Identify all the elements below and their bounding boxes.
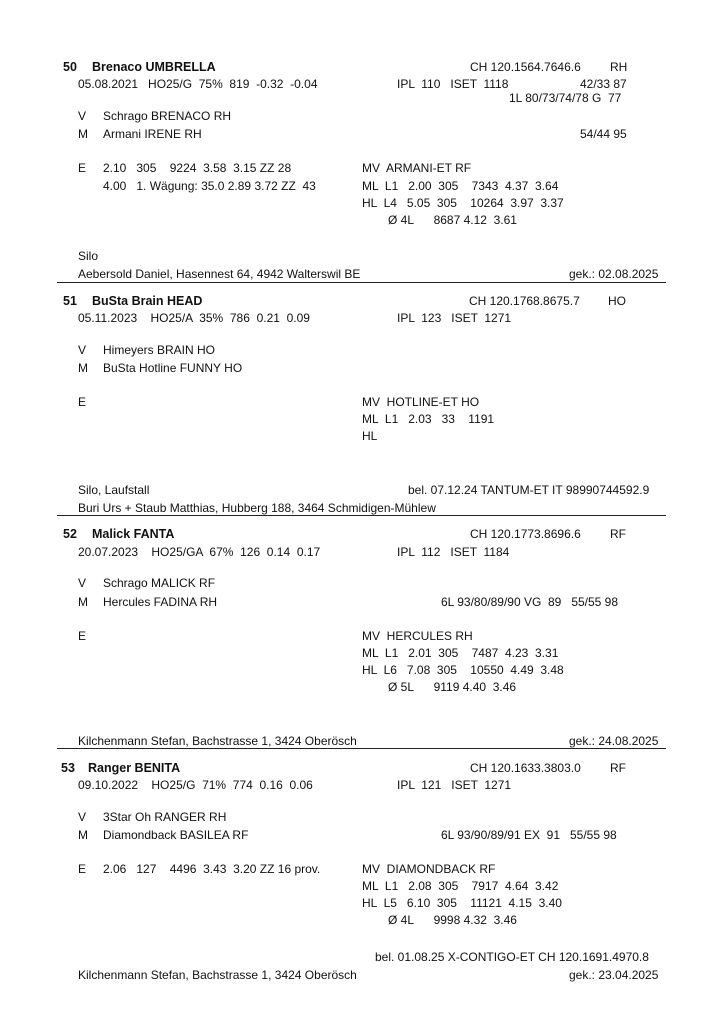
birth-info: 20.07.2023 HO25/GA 67% 126 0.14 0.17: [78, 545, 321, 559]
birth-info: 05.11.2023 HO25/A 35% 786 0.21 0.09: [78, 311, 310, 325]
first-lactation: ML L1 2.08 305 7917 4.64 3.42: [362, 879, 559, 893]
sire-label: V: [78, 810, 87, 824]
maternal-sire: MV HERCULES RH: [362, 629, 473, 643]
entry-divider: [57, 515, 666, 516]
owner-address: Kilchenmann Stefan, Bachstrasse 1, 3424 Oberösch: [78, 968, 357, 982]
first-lactation: ML L1 2.03 33 1191: [362, 412, 495, 426]
insemination-info: bel. 01.08.25 X-CONTIGO-ET CH 120.1691.4970.8: [375, 950, 649, 964]
owner-address: Buri Urs + Staub Matthias, Hubberg 188, 3464 Schmidigen-Mühlew: [78, 501, 436, 515]
dam-label: M: [78, 595, 88, 609]
lactation-average: Ø 4L 9998 4.32 3.46: [388, 913, 517, 927]
conformation-score: 42/33 87: [580, 77, 627, 91]
first-lactation: ML L1 2.01 305 7487 4.23 3.31: [362, 646, 559, 660]
best-lactation: HL L4 5.05 305 10264 3.97 3.37: [362, 196, 564, 210]
sire-name: 3Star Oh RANGER RH: [103, 810, 227, 824]
best-lactation: HL L6 7.08 305 10550 4.49 3.48: [362, 663, 564, 677]
maternal-sire: MV HOTLINE-ET HO: [362, 395, 480, 409]
lactation-average: Ø 4L 8687 4.12 3.61: [388, 213, 517, 227]
dam-label: M: [78, 127, 88, 141]
best-lactation: HL: [362, 429, 378, 443]
performance-line1: 2.10 305 9224 3.58 3.15 ZZ 28: [103, 161, 292, 175]
owner-address: Kilchenmann Stefan, Bachstrasse 1, 3424 Oberösch: [78, 734, 357, 748]
housing-type: Silo, Laufstall: [78, 483, 150, 497]
animal-id: CH 120.1773.8696.6: [470, 527, 581, 541]
sire-label: V: [78, 109, 87, 123]
performance-label: E: [78, 161, 87, 175]
sire-label: V: [78, 343, 87, 357]
dam-label: M: [78, 361, 88, 375]
performance-label: E: [78, 862, 87, 876]
animal-id: CH 120.1633.3803.0: [470, 761, 581, 775]
performance-line2: 4.00 1. Wägung: 35.0 2.89 3.72 ZZ 43: [103, 179, 316, 193]
entry-divider: [57, 748, 666, 749]
animal-id: CH 120.1564.7646.6: [470, 60, 581, 74]
conformation-score-line2: 1L 80/73/74/78 G 77: [509, 91, 622, 105]
sire-label: V: [78, 576, 87, 590]
entry-number: 51: [63, 294, 77, 308]
entry-number: 52: [63, 527, 77, 541]
dam-name: Armani IRENE RH: [103, 127, 202, 141]
animal-name: Ranger BENITA: [88, 761, 181, 775]
index-values: IPL 112 ISET 1184: [397, 545, 510, 559]
performance-label: E: [78, 629, 87, 643]
birth-info: 09.10.2022 HO25/G 71% 774 0.16 0.06: [78, 778, 313, 792]
animal-name: Brenaco UMBRELLA: [92, 60, 216, 74]
breed-code: HO: [608, 294, 626, 308]
entry-divider: [57, 282, 666, 283]
dam-score: 6L 93/80/89/90 VG 89 55/55 98: [441, 595, 619, 609]
maternal-sire: MV ARMANI-ET RF: [362, 161, 472, 175]
dam-label: M: [78, 828, 88, 842]
dam-name: Hercules FADINA RH: [103, 595, 218, 609]
calving-status: gek.: 24.08.2025: [569, 734, 659, 748]
calving-status: gek.: 23.04.2025: [569, 968, 659, 982]
animal-name: Malick FANTA: [92, 527, 175, 541]
breed-code: RH: [610, 60, 628, 74]
index-values: IPL 121 ISET 1271: [397, 778, 512, 792]
animal-name: BuSta Brain HEAD: [92, 294, 203, 308]
sire-name: Himeyers BRAIN HO: [103, 343, 216, 357]
sire-name: Schrago BRENACO RH: [103, 109, 232, 123]
breed-code: RF: [610, 761, 626, 775]
entry-number: 50: [63, 60, 77, 74]
performance-line1: 2.06 127 4496 3.43 3.20 ZZ 16 prov.: [103, 862, 321, 876]
lactation-average: Ø 5L 9119 4.40 3.46: [388, 680, 517, 694]
dam-score: 6L 93/90/89/91 EX 91 55/55 98: [441, 828, 617, 842]
animal-id: CH 120.1768.8675.7: [469, 294, 580, 308]
first-lactation: ML L1 2.00 305 7343 4.37 3.64: [362, 179, 559, 193]
entry-number: 53: [61, 761, 75, 775]
owner-address: Aebersold Daniel, Hasennest 64, 4942 Walterswil BE: [78, 267, 361, 281]
dam-name: Diamondback BASILEA RF: [103, 828, 249, 842]
maternal-sire: MV DIAMONDBACK RF: [362, 862, 496, 876]
birth-info: 05.08.2021 HO25/G 75% 819 -0.32 -0.04: [78, 77, 318, 91]
insemination-info: bel. 07.12.24 TANTUM-ET IT 98990744592.9: [408, 483, 650, 497]
index-values: IPL 110 ISET 1118: [397, 77, 509, 91]
index-values: IPL 123 ISET 1271: [397, 311, 512, 325]
performance-label: E: [78, 395, 87, 409]
dam-score: 54/44 95: [580, 127, 627, 141]
dam-name: BuSta Hotline FUNNY HO: [103, 361, 243, 375]
calving-status: gek.: 02.08.2025: [569, 267, 659, 281]
housing-type: Silo: [78, 249, 99, 263]
best-lactation: HL L5 6.10 305 11121 4.15 3.40: [362, 896, 562, 910]
breed-code: RF: [610, 527, 626, 541]
sire-name: Schrago MALICK RF: [103, 576, 216, 590]
